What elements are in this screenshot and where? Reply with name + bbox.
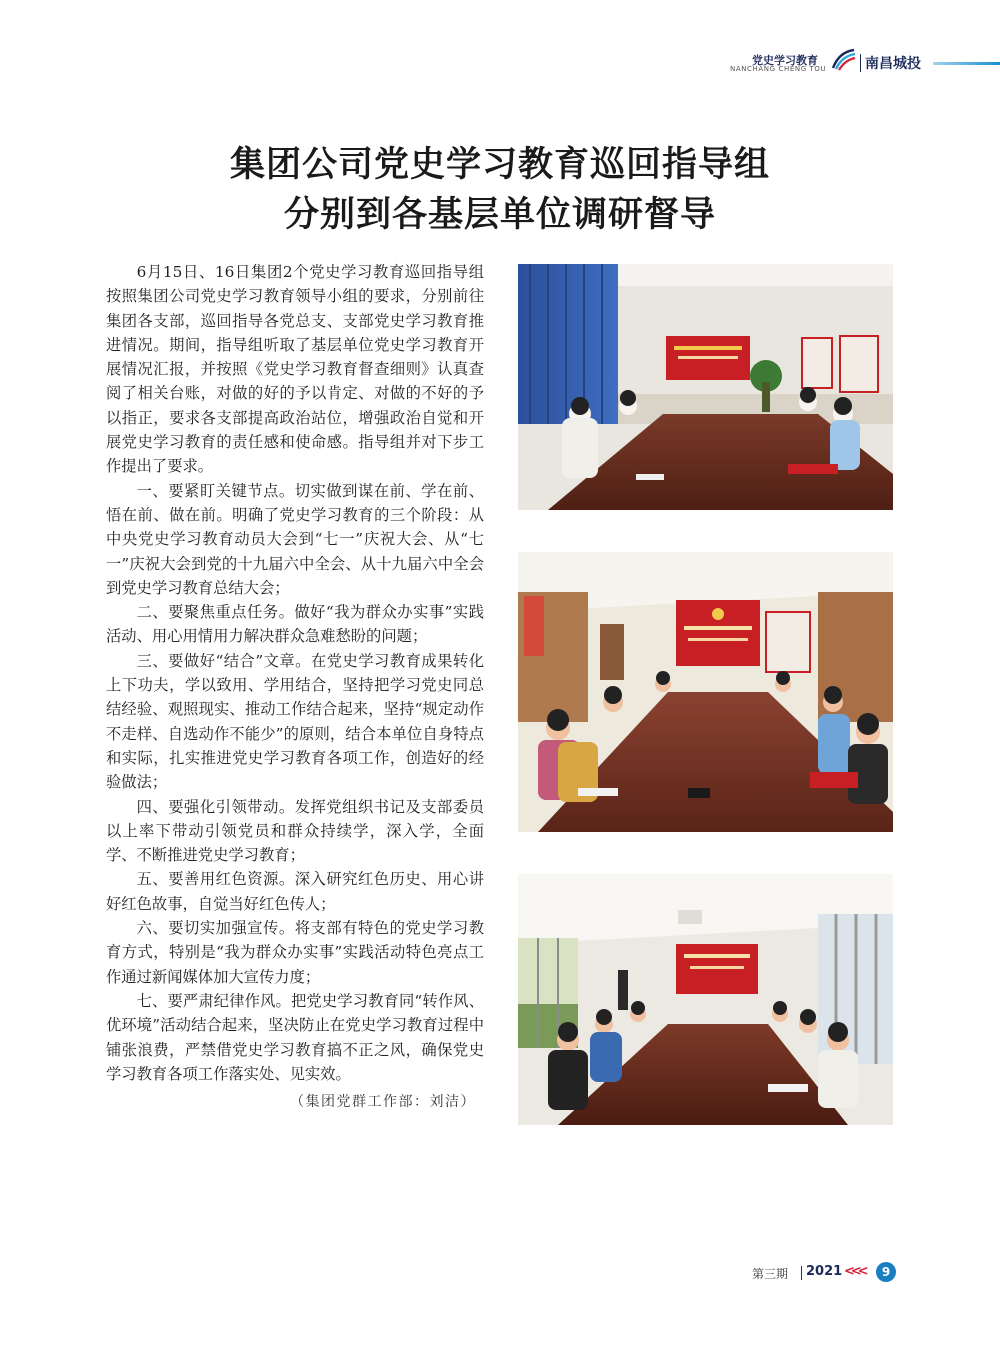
article-author: （集团党群工作部：刘洁）: [290, 1094, 476, 1111]
paragraph-intro: 6月15日、16日集团2个党史学习教育巡回指导组按照集团公司党史学习教育领导小组的要求，分别前往集团各支部，巡回指导各党总支、支部党史学习教育推进情况。期间，指导组听取了基层单位党史学习教育开展情况汇报，并按照《党史学习教育督查细则》认真查阅了相关台账，对做的好的予以肯定、对做的不好的予以指正，要求各支部提高政治站位，增强政治自觉和开展党史学习教育的责任感和使命感。指导组并对下步工作提出了要求。: [106, 263, 484, 476]
meeting-photo-1: [518, 264, 893, 510]
chevron-left-icon: <<<: [844, 1264, 865, 1279]
paragraph-point-2: 二、要聚焦重点任务。做好“我为群众办实事”实践活动、用心用情用力解决群众急难愁盼的问题；: [106, 603, 484, 646]
paragraph-point-7: 七、要严肃纪律作风。把党史学习教育同“转作风、优环境”活动结合起来，坚决防止在党史学习教育过程中铺张浪费，严禁借党史学习教育搞不正之风，确保党史学习教育各项工作落实处、见实效。: [106, 991, 484, 1083]
article-title: [0, 140, 1000, 240]
page-header: [730, 44, 1000, 84]
meeting-photo-3: [518, 874, 893, 1125]
footer-divider: [801, 1266, 802, 1280]
brand-slogan: 党史学习教育: [752, 54, 818, 67]
header-divider: [860, 54, 861, 72]
page-footer: [700, 1262, 900, 1284]
brand-name: 南昌城投: [865, 56, 921, 72]
issue-year: 2021: [806, 1264, 843, 1279]
paragraph-point-4: 四、要强化引领带动。发挥党组织书记及支部委员以上率下带动引领党员和群众持续学，深入学，全面学、不断推进党史学习教育；: [106, 797, 484, 865]
article-body: [106, 260, 484, 1114]
paragraph-point-1: 一、要紧盯关键节点。切实做到谋在前、学在前、悟在前、做在前。明确了党史学习教育的三个阶段：从中央党史学习教育动员大会到“七一”庆祝大会、从“七一”庆祝大会到党的十九届六中全会、从十九届六中全会到党史学习教育总结大会；: [106, 481, 484, 597]
header-accent-bar: [933, 62, 1000, 65]
meeting-photo-2: [518, 552, 893, 832]
title-line-1: 集团公司党史学习教育巡回指导组: [229, 145, 770, 185]
paragraph-point-3: 三、要做好“结合”文章。在党史学习教育成果转化上下功夫，学以致用、学用结合，坚持把学习党史同总结经验、观照现实、推动工作结合起来，坚持“规定动作不走样、自选动作不能少”的原则，结合本单位自身特点和实际，扎实推进党史学习教育各项工作，创造好的经验做法；: [106, 651, 484, 792]
title-line-2: 分别到各基层单位调研督导: [283, 195, 716, 235]
page-number: 9: [876, 1262, 896, 1282]
issue-label: 第三期: [752, 1267, 789, 1281]
brand-pinyin: NANCHANG CHENG TOU: [730, 65, 827, 73]
paragraph-point-6: 六、要切实加强宣传。将支部有特色的党史学习教育方式，特别是“我为群众办实事”实践活动特色亮点工作通过新闻媒体加大宣传力度；: [106, 919, 484, 986]
company-logo-icon: [830, 48, 856, 72]
paragraph-point-5: 五、要善用红色资源。深入研究红色历史、用心讲好红色故事，自觉当好红色传人；: [106, 870, 484, 913]
